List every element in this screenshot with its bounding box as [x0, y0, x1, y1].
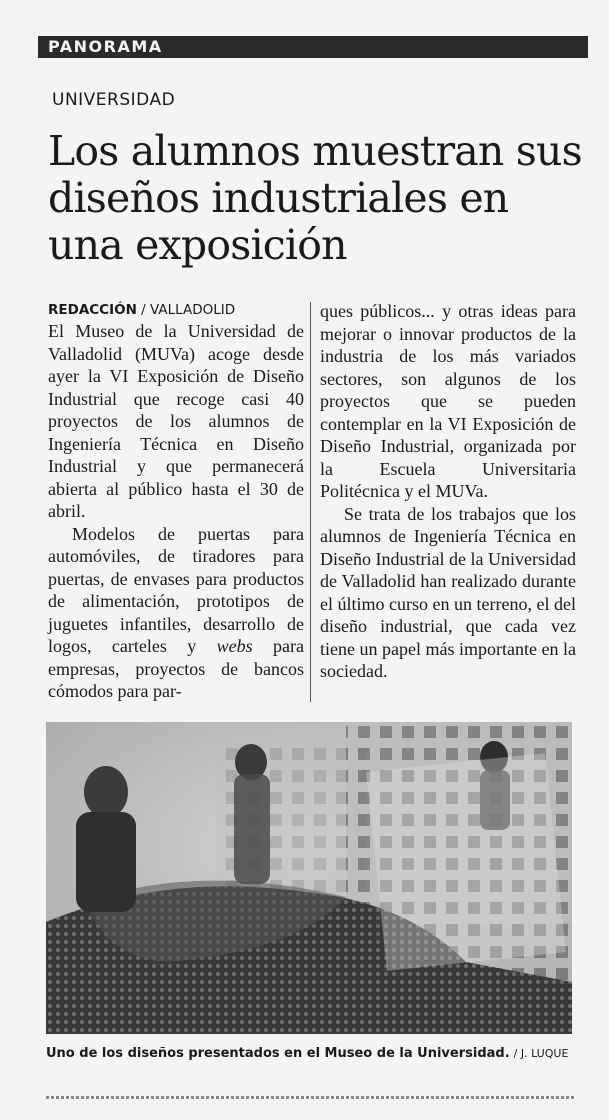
- article-column-right: [320, 300, 576, 683]
- paragraph: [48, 523, 304, 703]
- caption-text: Uno de los diseños presentados en el Museo de la Universidad.: [46, 1046, 510, 1061]
- paragraph: ques públicos... y otras ideas para mejorar o innovar productos de la industria de los más variados sectores, son algunos de los proyectos que se pueden contemplar en la VI Exposición de Diseño Industrial, organizada por la Escuela Universitaria Politécnica y el MUVa.: [320, 301, 576, 501]
- photo-credit: / J. LUQUE: [513, 1047, 569, 1060]
- headline: Los alumnos muestran sus diseños industriales en una exposición: [48, 127, 582, 269]
- bottom-divider: [46, 1096, 576, 1099]
- exhibition-photo-image: [46, 722, 572, 1034]
- byline: REDACCIÓN / VALLADOLID: [48, 302, 236, 318]
- kicker: UNIVERSIDAD: [52, 90, 176, 110]
- column-divider: [310, 302, 311, 702]
- paragraph-text: para empresas, proyectos de bancos cómodos para par-: [48, 636, 304, 701]
- paragraph-text: Modelos de puertas para automóviles, de tiradores para puertas, de envases para productos de alimentación, prototipos de juguetes infantiles, desarrollo de logos, carteles y: [48, 523, 304, 656]
- section-label: PANORAMA: [48, 37, 163, 56]
- section-bar: [38, 36, 588, 58]
- paragraph: El Museo de la Universidad de Valladolid (MUVa) acoge desde ayer la VI Exposición de Diseño Industrial que recoge casi 40 proyectos de los alumnos de Ingeniería Técnica en Diseño Industrial y que permanecerá abierta al público hasta el 30 de abril.: [48, 321, 304, 521]
- byline-place: VALLADOLID: [150, 302, 236, 318]
- article-column-left: [48, 300, 304, 703]
- paragraph-emphasis: webs: [216, 636, 253, 656]
- exhibition-photo: [46, 722, 572, 1034]
- byline-author: REDACCIÓN: [48, 302, 137, 318]
- paragraph: Se trata de los trabajos que los alumnos de Ingeniería Técnica en Diseño Industrial de la Universidad de Valladolid han realizado durante el último curso en un terreno, el del diseño industrial, que cada vez tiene un papel más importante en la sociedad.: [320, 503, 576, 681]
- photo-caption: [46, 1046, 586, 1061]
